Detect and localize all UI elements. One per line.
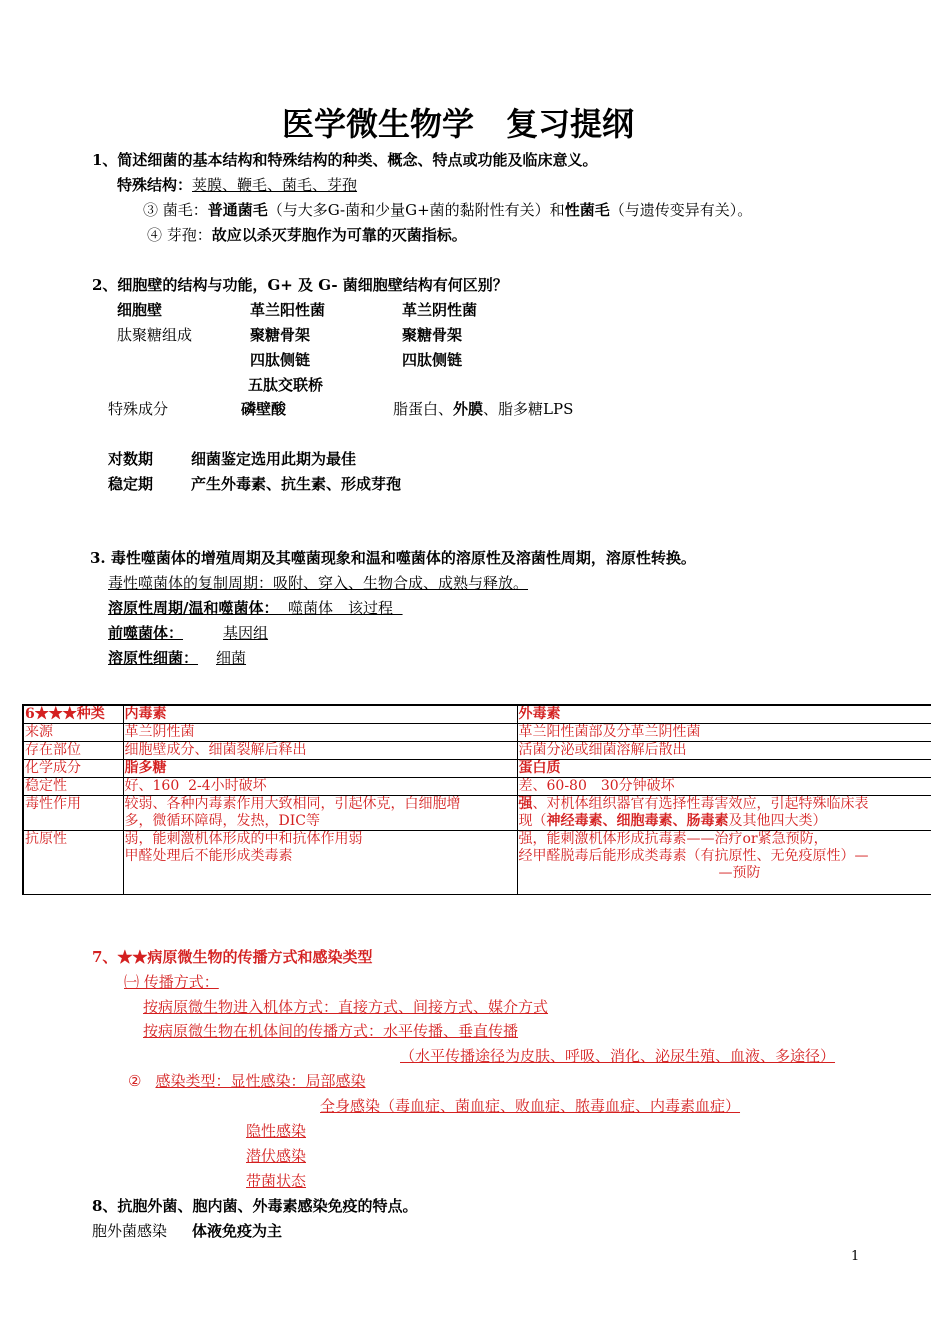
endotoxin-antigen-cell	[123, 831, 517, 895]
endo-toxicity-line2: 多，微循环障碍，发热，DIC等	[124, 813, 320, 829]
pili-common-note: （与大多G-菌和少量G+菌的黏附性有关）和	[267, 201, 565, 219]
lysogen-text: 细菌	[216, 649, 247, 667]
col-gram-negative: 革兰阴性菌	[402, 301, 478, 319]
q7-heading: 7、★★病原微生物的传播方式和感染类型	[92, 948, 373, 966]
exo-line2-a: 现（	[518, 813, 547, 829]
extracellular-label: 胞外菌感染	[92, 1222, 168, 1240]
q1-special-structures	[117, 175, 357, 195]
stationary-phase-text: 产生外毒素、抗生素、形成芽孢	[191, 475, 402, 493]
header-category: 6★★★种类	[23, 705, 123, 724]
col-gram-positive: 革兰阳性菌	[250, 301, 326, 319]
exotoxin-cell: 蛋白质	[517, 760, 931, 778]
endo-antigen-line2: 甲醛处理后不能形成类毒素	[124, 848, 293, 864]
endo-antigen-line1: 弱，能刺激机体形成的中和抗体作用弱	[124, 831, 363, 847]
endotoxin-cell: 细胞壁成分、细菌裂解后释出	[123, 742, 517, 760]
table-header-row	[23, 705, 931, 724]
log-phase-label: 对数期	[108, 450, 154, 468]
row-special-components: 特殊成分	[108, 400, 169, 418]
header-endotoxin: 内毒素	[123, 705, 517, 724]
gneg-lipoprotein: 脂蛋白、	[393, 400, 454, 418]
gneg-tetrapeptide: 四肽侧链	[402, 351, 463, 369]
gneg-outer-membrane: 外膜	[453, 400, 484, 418]
carrier-state: 带菌状态	[246, 1172, 307, 1190]
q1-heading: 1、简述细菌的基本结构和特殊结构的种类、概念、特点或功能及临床意义。	[92, 151, 598, 169]
systemic-infection: 全身感染（毒血症、菌血症、败血症、脓毒血症、内毒素血症）	[320, 1097, 741, 1115]
virulent-phage-cycle: 毒性噬菌体的复制周期：吸附、穿入、生物合成、成熟与释放。	[108, 574, 529, 592]
spread-between-hosts: 按病原微生物在机体间的传播方式：水平传播、垂直传播	[143, 1022, 519, 1040]
gpos-tetrapeptide: 四肽侧链	[250, 351, 311, 369]
toxin-comparison-table	[22, 704, 931, 895]
row-label: 毒性作用	[23, 796, 123, 831]
spore-prefix: ④ 芽孢：	[147, 226, 212, 244]
exo-toxicity-text: 、对机体组织器官有选择性毒害效应，引起特殊临床表	[532, 796, 869, 812]
horizontal-routes: （水平传播途径为皮肤、呼吸、消化、泌尿生殖、血液、多途径）	[400, 1047, 836, 1065]
row-label: 存在部位	[23, 742, 123, 760]
endo-toxicity-line1: 较弱、各种内毒素作用大致相同，引起休克，白细胞增	[124, 796, 461, 812]
endotoxin-cell: 好、160 2-4小时破坏	[123, 778, 517, 796]
pili-common: 普通菌毛	[207, 201, 268, 219]
exo-line2-c: 及其他四大类）	[728, 813, 827, 829]
row-label: 抗原性	[23, 831, 123, 895]
exo-toxicity-line1	[519, 796, 932, 813]
table-row	[23, 778, 931, 796]
table-row	[23, 831, 931, 895]
spread-label: ㈠ 传播方式：	[124, 973, 219, 991]
lysogenic-label: 溶原性周期/温和噬菌体：	[108, 599, 279, 617]
col-cell-wall: 细胞壁	[117, 301, 163, 319]
special-items: 荚膜、鞭毛、菌毛、芽孢	[192, 176, 358, 194]
gneg-special	[393, 399, 573, 419]
pili-sex-note: （与遗传变异有关）。	[609, 201, 753, 219]
infect-label: 感染类型：显性感染：局部感染	[155, 1072, 366, 1090]
extracellular-text: 体液免疫为主	[192, 1222, 283, 1240]
log-phase-text: 细菌鉴定选用此期为最佳	[191, 450, 357, 468]
page-title: 医学微生物学 复习提纲	[282, 105, 635, 143]
exotoxin-cell: 革兰阳性菌部及分革兰阴性菌	[517, 724, 931, 742]
table-row	[23, 742, 931, 760]
endotoxin-cell: 革兰阴性菌	[123, 724, 517, 742]
spread-entry: 按病原微生物进入机体方式：直接方式、间接方式、媒介方式	[143, 998, 549, 1016]
gpos-glycan-backbone: 聚糖骨架	[250, 326, 311, 344]
table-row	[23, 796, 931, 831]
exo-antigen-line2: 经甲醛脱毒后能形成类毒素（有抗原性、无免疫原性）—	[518, 848, 869, 864]
exotoxin-antigen-cell	[517, 831, 931, 895]
exo-antigen-line1: 强，能刺激机体形成抗毒素——治疗or紧急预防，	[518, 831, 828, 847]
gpos-pentapeptide-bridge: 五肽交联桥	[248, 376, 324, 394]
infection-type-line	[128, 1071, 365, 1091]
table-row	[23, 724, 931, 742]
row-label: 稳定性	[23, 778, 123, 796]
special-label: 特殊结构：	[117, 176, 193, 194]
lysogenic-cycle	[108, 598, 403, 618]
lysogen-label: 溶原性细菌：	[108, 649, 199, 667]
q2-heading: 2、细胞壁的结构与功能，G+ 及 G- 菌细胞壁结构有何区别？	[92, 276, 508, 294]
q8-heading: 8、抗胞外菌、胞内菌、外毒素感染免疫的特点。	[92, 1197, 418, 1215]
gneg-glycan-backbone: 聚糖骨架	[402, 326, 463, 344]
lysogenic-text: 噬菌体 该过程	[278, 599, 403, 617]
q3-heading: 3. 毒性噬菌体的增殖周期及其噬菌现象和温和噬菌体的溶原性及溶菌性周期，溶原性转换。	[90, 549, 696, 567]
prophage-line	[90, 623, 268, 643]
row-label: 来源	[23, 724, 123, 742]
latent-infection: 隐性感染	[246, 1122, 307, 1140]
lysogenic-bacteria-line	[108, 648, 246, 668]
page-number: 1	[851, 1249, 860, 1264]
prophage-label: 前噬菌体：	[108, 624, 184, 642]
prophage-text: 基因组	[223, 624, 269, 642]
table-row	[23, 760, 931, 778]
row-peptidoglycan: 肽聚糖组成	[117, 326, 193, 344]
exo-strong: 强	[518, 796, 533, 812]
infect-number: ②	[128, 1072, 142, 1090]
q1-spore-line	[147, 225, 467, 245]
exo-antigen-line3: —预防	[718, 865, 761, 881]
pili-sex: 性菌毛	[564, 201, 610, 219]
endotoxin-cell: 脂多糖	[123, 760, 517, 778]
hidden-infection: 潜伏感染	[246, 1147, 307, 1165]
endotoxin-toxicity-cell	[123, 796, 517, 831]
exo-toxicity-line2	[519, 813, 932, 830]
exo-toxin-types: 神经毒素、细胞毒素、肠毒素	[546, 813, 729, 829]
gneg-lps: 、脂多糖LPS	[483, 400, 574, 418]
exotoxin-cell: 差、60-80 30分钟破坏	[517, 778, 931, 796]
exotoxin-cell: 活菌分泌或细菌溶解后散出	[517, 742, 931, 760]
q1-pili-line	[143, 200, 752, 220]
gpos-teichoic-acid: 磷壁酸	[241, 400, 287, 418]
row-label: 化学成分	[23, 760, 123, 778]
pili-prefix: ③ 菌毛：	[143, 201, 208, 219]
stationary-phase-label: 稳定期	[108, 475, 154, 493]
header-exotoxin: 外毒素	[517, 705, 931, 724]
exotoxin-toxicity-cell	[517, 796, 931, 831]
spore-text: 故应以杀灭芽胞作为可靠的灭菌指标。	[211, 226, 467, 244]
